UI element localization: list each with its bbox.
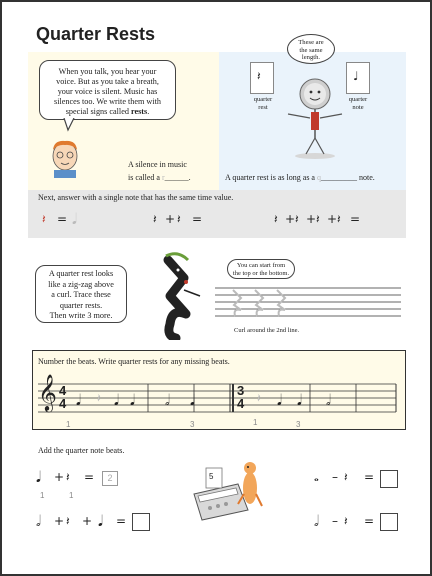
calculator-character-icon [188,454,278,526]
beat-rest-traced-icon: 𝄽 [257,391,261,405]
silence-fill-answer[interactable]: r [161,173,165,182]
trace-bubble-line: like a zig-zag above [48,279,114,289]
subtract-half-note-icon: 𝅗𝅥 [314,512,319,530]
beats-staff[interactable] [38,380,400,418]
beat-note-icon: 𝅘𝅥 [76,391,81,409]
beat-note-icon: 𝅘𝅥 [190,391,195,409]
beat-number: 3 [296,420,301,429]
silence-line-2 [128,173,191,182]
beat-number: 3 [190,420,195,429]
trace-bubble-line: quarter rests. [59,300,103,310]
beat-note-icon: 𝅘𝅥 [130,391,135,409]
eq2-rest-icon: 𝄽 [177,212,181,226]
quarter-rest-icon: 𝄽 [257,69,261,83]
next-instruction: Next, answer with a single note that has the same time value. [38,193,234,202]
qr-fill-answer[interactable]: q [316,173,321,182]
time-sig-bottom: 4 [59,396,67,411]
qr-post: _________ note. [320,173,375,182]
calculator-display: 5 [209,472,214,481]
eq1-answer-note-icon[interactable]: 𝅘𝅥 [72,210,77,228]
beat-note-icon: 𝅘𝅥 [114,391,119,409]
eq3-plus: + [306,212,317,226]
metronome-bubble [287,34,335,64]
treble-clef-icon: 𝄞 [38,373,57,411]
time-sig-top: 4 [59,383,67,398]
time-sig-bottom: 4 [237,396,245,411]
quarter-note-icon: ♩ [353,69,359,83]
beat-number: 1 [253,418,258,427]
card-left-label-line: rest [258,103,268,111]
silence-post: ______. [164,173,191,182]
eq3-rest-icon: 𝄽 [316,212,320,226]
beat-half-note-icon: 𝅗𝅥 [326,391,331,409]
beat-number: 1 [66,420,71,429]
add-half-note-icon: 𝅗𝅥 [36,512,41,530]
add-rest-icon: 𝄽 [66,514,70,528]
beat-note-icon: 𝅘𝅥 [277,391,282,409]
beat-rest-traced-icon: 𝄽 [97,391,101,405]
subtract-sign: – [332,514,338,528]
qr-pre: A quarter rest is as long as a [225,173,317,182]
speech-line: special signs called [65,107,131,116]
quarter-rest-sentence [225,173,375,182]
subtract-sign: – [332,470,338,484]
eq3-rest-icon: 𝄽 [337,212,341,226]
trace-bubble-line: Then write 3 more. [49,311,113,320]
trace-bubble-line: A quarter rest looks [48,269,114,278]
add-note-icon: 𝅘𝅥 [36,468,41,486]
speech-tail-icon [62,118,76,132]
add-note-icon: 𝅘𝅥 [98,512,103,530]
speech-line-last [40,107,175,117]
add-beat-number: 1 [40,491,45,500]
trace-staff[interactable] [215,286,401,320]
eq2-plus: + [165,212,176,226]
speech-end: . [147,107,150,116]
card-right-label-line: note [352,103,364,111]
speech-line: silences too. We write them with [54,97,161,106]
add-rest-icon: 𝄽 [66,470,70,484]
metronome-bubble-line: These are [298,39,324,46]
rest-character-icon [142,252,212,340]
eq2-rest-icon: 𝄽 [153,212,157,226]
add-plus: + [54,470,65,484]
add-equals: = [84,470,95,484]
speech-line: When you talk, you hear your [58,67,157,76]
time-signature-4-4 [59,384,66,410]
speech-line: voice. But as you take a breath, [56,77,159,86]
quarter-rest-card [250,62,274,94]
speech-line: your voice is silent. Music has [57,87,158,96]
page-title: Quarter Rests [36,24,156,44]
time-sig-top: 3 [237,383,245,398]
add-instruction: Add the quarter note beats. [38,446,125,455]
subtract-rest-icon: 𝄽 [344,514,348,528]
beat-half-note-icon: 𝅗𝅥 [165,391,170,409]
speech-bubble [39,60,176,120]
beats-instruction: Number the beats. Write quarter rests for any missing beats. [38,357,230,366]
whole-note-icon: 𝅝 [314,470,319,484]
start-bubble [227,259,295,279]
trace-bubble-line: a curl. Trace these [51,290,111,299]
subtract-equals: = [364,470,375,484]
eq3-rest-icon: 𝄽 [295,212,299,226]
eq3-plus: + [327,212,338,226]
metronome-bubble-line: the same [299,46,323,54]
card-left-label [250,96,276,111]
add-equals: = [116,514,127,528]
beat-note-icon: 𝅘𝅥 [297,391,302,409]
answer-box-filled[interactable]: 2 [102,471,118,486]
answer-box[interactable] [380,513,398,531]
speech-bold-word: rests [130,107,148,116]
start-bubble-line: the top or the bottom. [232,270,290,277]
card-left-label-line: quarter [253,96,273,103]
eq1-equals: = [57,212,68,226]
subtract-equals: = [364,514,375,528]
start-bubble-line: You can start from [236,262,286,269]
answer-box[interactable] [132,513,150,531]
trace-bubble [35,265,127,323]
eq2-equals: = [192,212,203,226]
answer-box[interactable] [380,470,398,488]
time-signature-3-4 [237,384,244,410]
curl-caption: Curl around the 2nd line. [234,327,300,334]
add-plus: + [82,514,93,528]
silence-pre: is called a [128,173,162,182]
silence-line-1: A silence in music [128,160,187,169]
metronome-character-icon [280,68,350,160]
add-plus: + [54,514,65,528]
subtract-rest-icon: 𝄽 [344,470,348,484]
card-right-label-line: quarter [348,96,368,103]
eq3-equals: = [350,212,361,226]
metronome-bubble-line: length. [301,54,321,61]
eq3-rest-icon: 𝄽 [274,212,278,226]
eq3-plus: + [285,212,296,226]
add-beat-number: 1 [69,491,74,500]
eq1-rest-icon: 𝄽 [42,212,46,226]
boy-face-icon [48,138,82,178]
